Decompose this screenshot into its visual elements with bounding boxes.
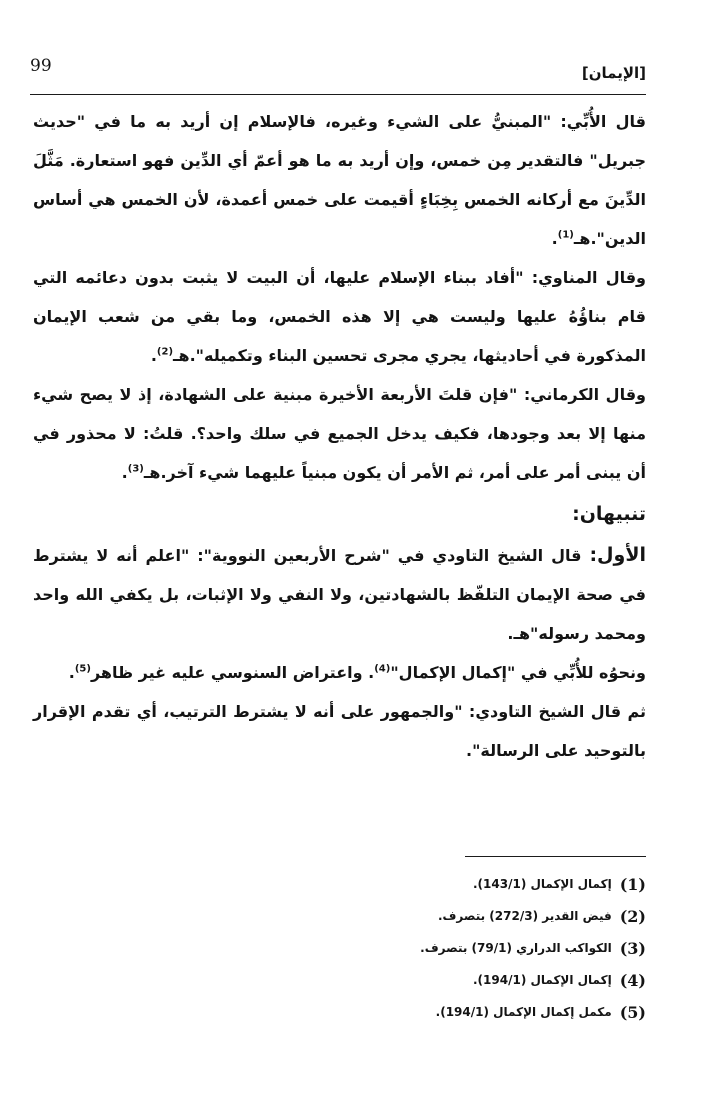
paragraph-munawi: وقال المناوي: "أفاد ببناء الإسلام عليها، أن البيت لا يثبت بدون دعائمه التي قام بناؤُهُ عليها وليست هي إلا هذه الخمس، وما بقي من شعب الإيمان المذكورة في أحاديثها، يجري مجرى تحسين البناء وتكميله".هـ$^{(2)}$. — [33, 268, 646, 365]
footnote-item — [300, 868, 646, 900]
paragraph-text: قال الشيخ التاودي في "شرح الأربعين النووية": "اعلم أنه لا يشترط في صحة الإيمان التلفّظ بالشهادتين، ولا النفي ولا الإثبات، بل يكفي الله واحد ومحمد رسوله"هـ. — [33, 546, 646, 643]
footnote-ref: (2) — [156, 346, 174, 358]
footnote-text: فيض القدير (272/3) بتصرف. — [437, 909, 612, 923]
paragraph-text: وقال المناوي: "أفاد ببناء الإسلام عليها، أن البيت لا يثبت بدون دعائمه التي قام بناؤُهُ عليها وليست هي إلا هذه الخمس، وما بقي من شعب الإيمان المذكورة في أحاديثها، يجري مجرى تحسين البناء وتكميله".هـ — [33, 268, 646, 365]
paragraph-text: ثم قال الشيخ التاودي: "والجمهور على أنه لا يشترط الترتيب، أي تقدم الإقرار بالتوحيد على الرسالة". — [33, 702, 646, 760]
section-heading: تنبيهان: — [572, 503, 646, 525]
footnote-ref: (3) — [127, 463, 144, 475]
page-header — [30, 52, 646, 95]
footnote-item — [300, 996, 646, 1028]
footnote-ref: (1) — [557, 229, 574, 241]
footnote-text: مكمل إكمال الإكمال (194/1). — [435, 1005, 612, 1019]
footnote-text: إكمال الإكمال (194/1). — [472, 973, 612, 987]
paragraph-text: وقال الكرماني: "فإن قلتَ الأربعة الأخيرة مبنية على الشهادة، إذ لا يصح شيء منها إلا بعد وجودها، فكيف يدخل الجميع في سلك واحد؟. قلتُ: لا محذور في أن يبنى أمر على أمر، ثم الأمر أن يكون مبنياً عليهما شيء آخر.هـ — [33, 385, 646, 482]
footnote-divider — [465, 856, 646, 857]
page-number: 99 — [30, 56, 52, 76]
footnote-text: الكواكب الدراري (79/1) بتصرف. — [420, 941, 612, 955]
footnote-number: (1) — [619, 874, 646, 894]
footnote-number: (3) — [619, 938, 646, 958]
paragraph-text: . — [68, 663, 75, 682]
footnote-text: إكمال الإكمال (143/1). — [472, 877, 612, 891]
paragraph-text: قال الأُبِّي: "المبنيُّ على الشيء وغيره، فالإسلام إن أريد به ما في "حديث جبريل" فالتقدير مِن خمس، وإن أريد به ما هو أعمّ أي الدِّين فهو استعارة. مَثَّلَ الدِّينَ مع أركانه الخمس بِخِبَاءٍ أقيمت على خمس أعمدة، لأن الخمس هي أساس الدين".هـ — [33, 112, 646, 248]
main-text — [33, 102, 646, 770]
paragraph-text: ونحوُه للأُبِّي في "إكمال الإكمال" — [390, 663, 646, 682]
footnote-number: (5) — [619, 1002, 646, 1022]
footnote-number: (2) — [619, 906, 646, 926]
paragraph-similar — [33, 653, 646, 692]
paragraph-ubbi: قال الأُبِّي: "المبنيُّ على الشيء وغيره، فالإسلام إن أريد به ما في "حديث جبريل" فالتقدير مِن خمس، وإن أريد به ما هو أعمّ أي الدِّين فهو استعارة. مَثَّلَ الدِّينَ مع أركانه الخمس بِخِبَاءٍ أقيمت على خمس أعمدة، لأن الخمس هي أساس الدين".هـ$^{(1)}$. — [33, 112, 646, 248]
footnote-ref: (5) — [74, 663, 91, 675]
footnote-item — [300, 964, 646, 996]
footnote-number: (4) — [619, 970, 646, 990]
paragraph-first-note — [33, 536, 646, 653]
paragraph-kirmani: وقال الكرماني: "فإن قلتَ الأربعة الأخيرة مبنية على الشهادة، إذ لا يصح شيء منها إلا بعد وجودها، فكيف يدخل الجميع في سلك واحد؟. قلتُ: لا محذور في أن يبنى أمر على أمر، ثم الأمر أن يكون مبنياً عليهما شيء آخر.هـ$^{(3)}$. — [33, 385, 646, 482]
footnotes — [300, 868, 646, 1028]
footnote-item — [300, 932, 646, 964]
footnote-ref: (4) — [374, 663, 391, 675]
paragraph-text: . واعتراض السنوسي عليه غير ظاهر — [90, 663, 375, 682]
paragraph-tawdi — [33, 692, 646, 770]
lead-word: الأول: — [589, 544, 646, 566]
footnote-item — [300, 900, 646, 932]
running-title: [الإيمان] — [581, 64, 646, 82]
